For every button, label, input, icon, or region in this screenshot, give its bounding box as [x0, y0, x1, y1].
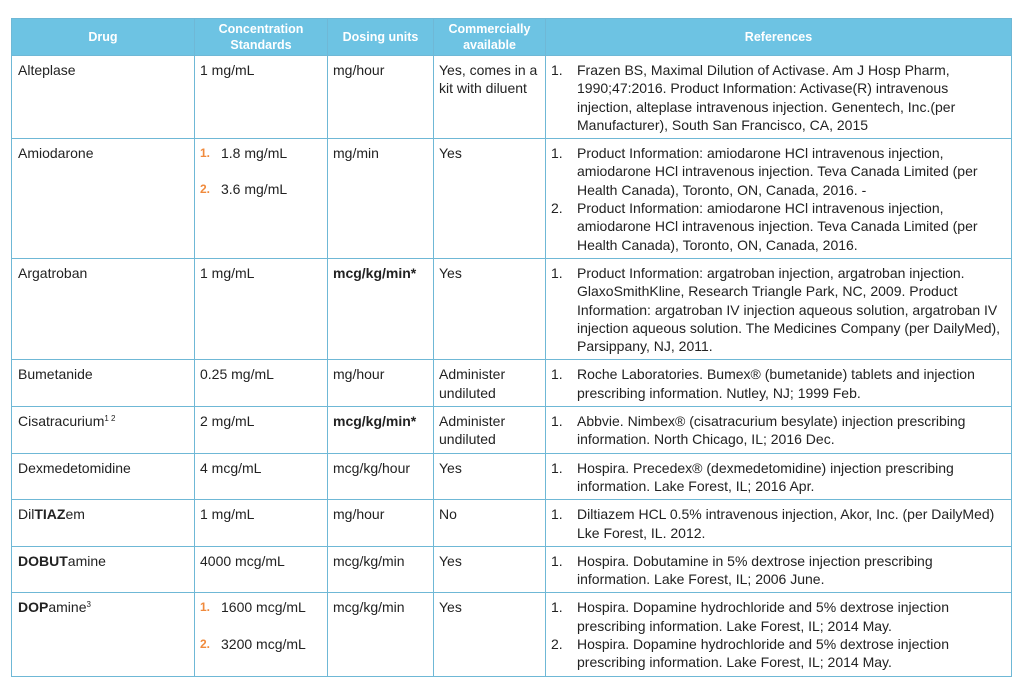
reference-item [551, 412, 1006, 449]
dosing-units-cell: mg/min [328, 139, 434, 259]
drug-name-pre: Argatroban [18, 264, 88, 281]
reference-number: 1. [551, 506, 563, 523]
dosing-units-cell: mcg/kg/hour [328, 453, 434, 500]
reference-number: 1. [551, 366, 563, 383]
reference-number: 1. [551, 145, 563, 162]
drug-name-pre: Cisatracurium [18, 413, 105, 430]
drug-name-pre: Dil [18, 506, 35, 523]
dosing-units-cell: mcg/kg/min [328, 593, 434, 676]
reference-item [551, 264, 1006, 355]
drug-name-cell [12, 407, 195, 454]
drug-name-cell [12, 500, 195, 547]
concentration-item [200, 412, 322, 430]
header-references: References [546, 19, 1012, 56]
drug-name-pre: Dexmedetomidine [18, 459, 131, 476]
references-cell [546, 360, 1012, 407]
reference-text: Product Information: amiodarone HCl intravenous injection, amiodarone HCl intravenous injection. Teva Canada Limited (per Health Canada), Toronto, ON, Canada, 2016. [577, 200, 978, 253]
dosing-units-cell: mcg/kg/min [328, 546, 434, 593]
header-commercially-available: Commercially available [434, 19, 546, 56]
drug-name-cell [12, 546, 195, 593]
reference-item [551, 144, 1006, 199]
concentration-value: 1600 mcg/mL [221, 599, 306, 616]
commercially-available-cell: Administer undiluted [434, 360, 546, 407]
concentration-value: 1 mg/mL [200, 62, 255, 78]
drug-name-cell [12, 593, 195, 676]
reference-item [551, 199, 1006, 254]
dosing-units-cell: mcg/kg/min* [328, 258, 434, 359]
commercially-available-cell: Yes, comes in a kit with diluent [434, 56, 546, 139]
reference-item [551, 635, 1006, 672]
concentration-cell [195, 407, 328, 454]
drug-name-bold: DOP [18, 599, 49, 616]
drug-name-cell [12, 453, 195, 500]
concentration-number: 2. [200, 636, 211, 651]
concentration-value: 3.6 mg/mL [221, 181, 288, 198]
drug-footnote: 3 [86, 600, 91, 610]
table-body [12, 56, 1012, 677]
reference-number: 1. [551, 552, 563, 569]
table-row [12, 546, 1012, 593]
table-row [12, 56, 1012, 139]
concentration-cell [195, 139, 328, 259]
concentration-cell [195, 546, 328, 593]
drug-name-cell [12, 56, 195, 139]
header-dosing-units: Dosing units [328, 19, 434, 56]
references-cell [546, 453, 1012, 500]
table-row [12, 139, 1012, 259]
concentration-cell [195, 593, 328, 676]
drug-name-pre: Amiodarone [18, 145, 94, 162]
commercially-available-cell: Yes [434, 546, 546, 593]
header-row [12, 19, 1012, 56]
dosing-units-cell: mg/hour [328, 500, 434, 547]
commercially-available-cell: Yes [434, 453, 546, 500]
concentration-value: 1 mg/mL [200, 506, 255, 523]
reference-item [551, 61, 1006, 134]
concentration-value: 1 mg/mL [200, 264, 255, 281]
table-row [12, 258, 1012, 359]
drug-name-cell [12, 360, 195, 407]
reference-text: Hospira. Precedex® (dexmedetomidine) injection prescribing information. Lake Forest, IL; 2016 Apr. [577, 459, 954, 494]
reference-item [551, 365, 1006, 402]
drug-name-post: em [65, 506, 85, 523]
dosing-units-cell: mg/hour [328, 56, 434, 139]
drug-concentration-table [11, 18, 1012, 677]
concentration-item [200, 264, 322, 282]
commercially-available-cell: Yes [434, 139, 546, 259]
reference-item [551, 552, 1006, 589]
drug-name-cell [12, 258, 195, 359]
reference-item [551, 505, 1006, 542]
reference-number: 1. [551, 413, 563, 430]
concentration-item [200, 505, 322, 523]
drug-name-bold: DOBUT [18, 552, 68, 569]
concentration-item [200, 144, 322, 162]
header-drug: Drug [12, 19, 195, 56]
reference-number: 1. [551, 62, 563, 78]
table-row [12, 453, 1012, 500]
concentration-value: 2 mg/mL [200, 413, 255, 430]
concentration-cell [195, 360, 328, 407]
concentration-item [200, 61, 322, 79]
header-concentration: Concentration Standards [195, 19, 328, 56]
concentration-item [200, 635, 322, 653]
concentration-item [200, 552, 322, 570]
reference-number: 2. [551, 636, 563, 653]
concentration-cell [195, 453, 328, 500]
concentration-value: 3200 mcg/mL [221, 635, 306, 652]
reference-text: Abbvie. Nimbex® (cisatracurium besylate) injection prescribing information. North Chicago, IL; 2016 Dec. [577, 413, 966, 448]
reference-item [551, 459, 1006, 496]
concentration-value: 4000 mcg/mL [200, 552, 285, 569]
references-cell [546, 258, 1012, 359]
table-row [12, 407, 1012, 454]
table-row [12, 593, 1012, 676]
concentration-cell [195, 258, 328, 359]
concentration-value: 1.8 mg/mL [221, 145, 288, 162]
concentration-number: 1. [200, 146, 211, 161]
reference-number: 1. [551, 264, 563, 281]
references-cell [546, 407, 1012, 454]
reference-text: Hospira. Dopamine hydrochloride and 5% dextrose injection prescribing information. Lake Forest, IL; 2014 May. [577, 636, 949, 671]
reference-number: 1. [551, 599, 563, 616]
concentration-cell [195, 56, 328, 139]
table-row [12, 500, 1012, 547]
dosing-units-cell: mcg/kg/min* [328, 407, 434, 454]
references-cell [546, 56, 1012, 139]
drug-name-post: amine [48, 599, 87, 616]
concentration-value: 0.25 mg/mL [200, 366, 274, 383]
reference-text: Hospira. Dobutamine in 5% dextrose injection prescribing information. Lake Forest, IL; 2006 June. [577, 552, 933, 588]
concentration-item [200, 180, 322, 198]
reference-text: Frazen BS, Maximal Dilution of Activase. Am J Hosp Pharm, 1990;47:2016. Product Information: Activase(R) intravenous injection, alteplase intravenous injection. Genentech, Inc.(per Manufacturer), South San Francisco, CA, 2015 [577, 62, 956, 133]
commercially-available-cell: No [434, 500, 546, 547]
reference-text: Product Information: argatroban injection, argatroban injection. GlaxoSmithKline, Research Triangle Park, NC, 2009. Product Information: argatroban IV injection aqueous solution, argatroban IV injection aqueous solution. The Medicines Company (per DailyMed), Parsippany, NJ, 2011. [577, 264, 1001, 355]
drug-footnote: 1 2 [104, 414, 116, 424]
concentration-item [200, 365, 322, 383]
reference-text: Roche Laboratories. Bumex® (bumetanide) tablets and injection prescribing information. Nutley, NJ; 1999 Feb. [577, 366, 975, 401]
concentration-number: 2. [200, 182, 211, 197]
references-cell [546, 546, 1012, 593]
concentration-value: 4 mcg/mL [200, 459, 262, 476]
reference-number: 2. [551, 200, 563, 217]
dosing-units-cell: mg/hour [328, 360, 434, 407]
drug-name-pre: Bumetanide [18, 366, 93, 383]
reference-item [551, 598, 1006, 635]
commercially-available-cell: Yes [434, 593, 546, 676]
table-row [12, 360, 1012, 407]
concentration-item [200, 598, 322, 616]
concentration-item [200, 459, 322, 477]
references-cell [546, 139, 1012, 259]
references-cell [546, 500, 1012, 547]
reference-text: Hospira. Dopamine hydrochloride and 5% dextrose injection prescribing information. Lake Forest, IL; 2014 May. [577, 599, 949, 634]
drug-name-post: amine [67, 552, 106, 569]
reference-text: Product Information: amiodarone HCl intravenous injection, amiodarone HCl intravenous injection. Teva Canada Limited (per Health Canada), Toronto, ON, Canada, 2016. - [577, 145, 978, 198]
commercially-available-cell: Yes [434, 258, 546, 359]
drug-name-pre: Alteplase [18, 62, 76, 78]
drug-name-bold: TIAZ [34, 506, 66, 523]
reference-text: Diltiazem HCL 0.5% intravenous injection, Akor, Inc. (per DailyMed) Lke Forest, IL. 2012. [577, 506, 995, 541]
concentration-cell [195, 500, 328, 547]
references-cell [546, 593, 1012, 676]
reference-number: 1. [551, 459, 563, 476]
concentration-number: 1. [200, 600, 211, 615]
commercially-available-cell: Administer undiluted [434, 407, 546, 454]
drug-name-cell [12, 139, 195, 259]
